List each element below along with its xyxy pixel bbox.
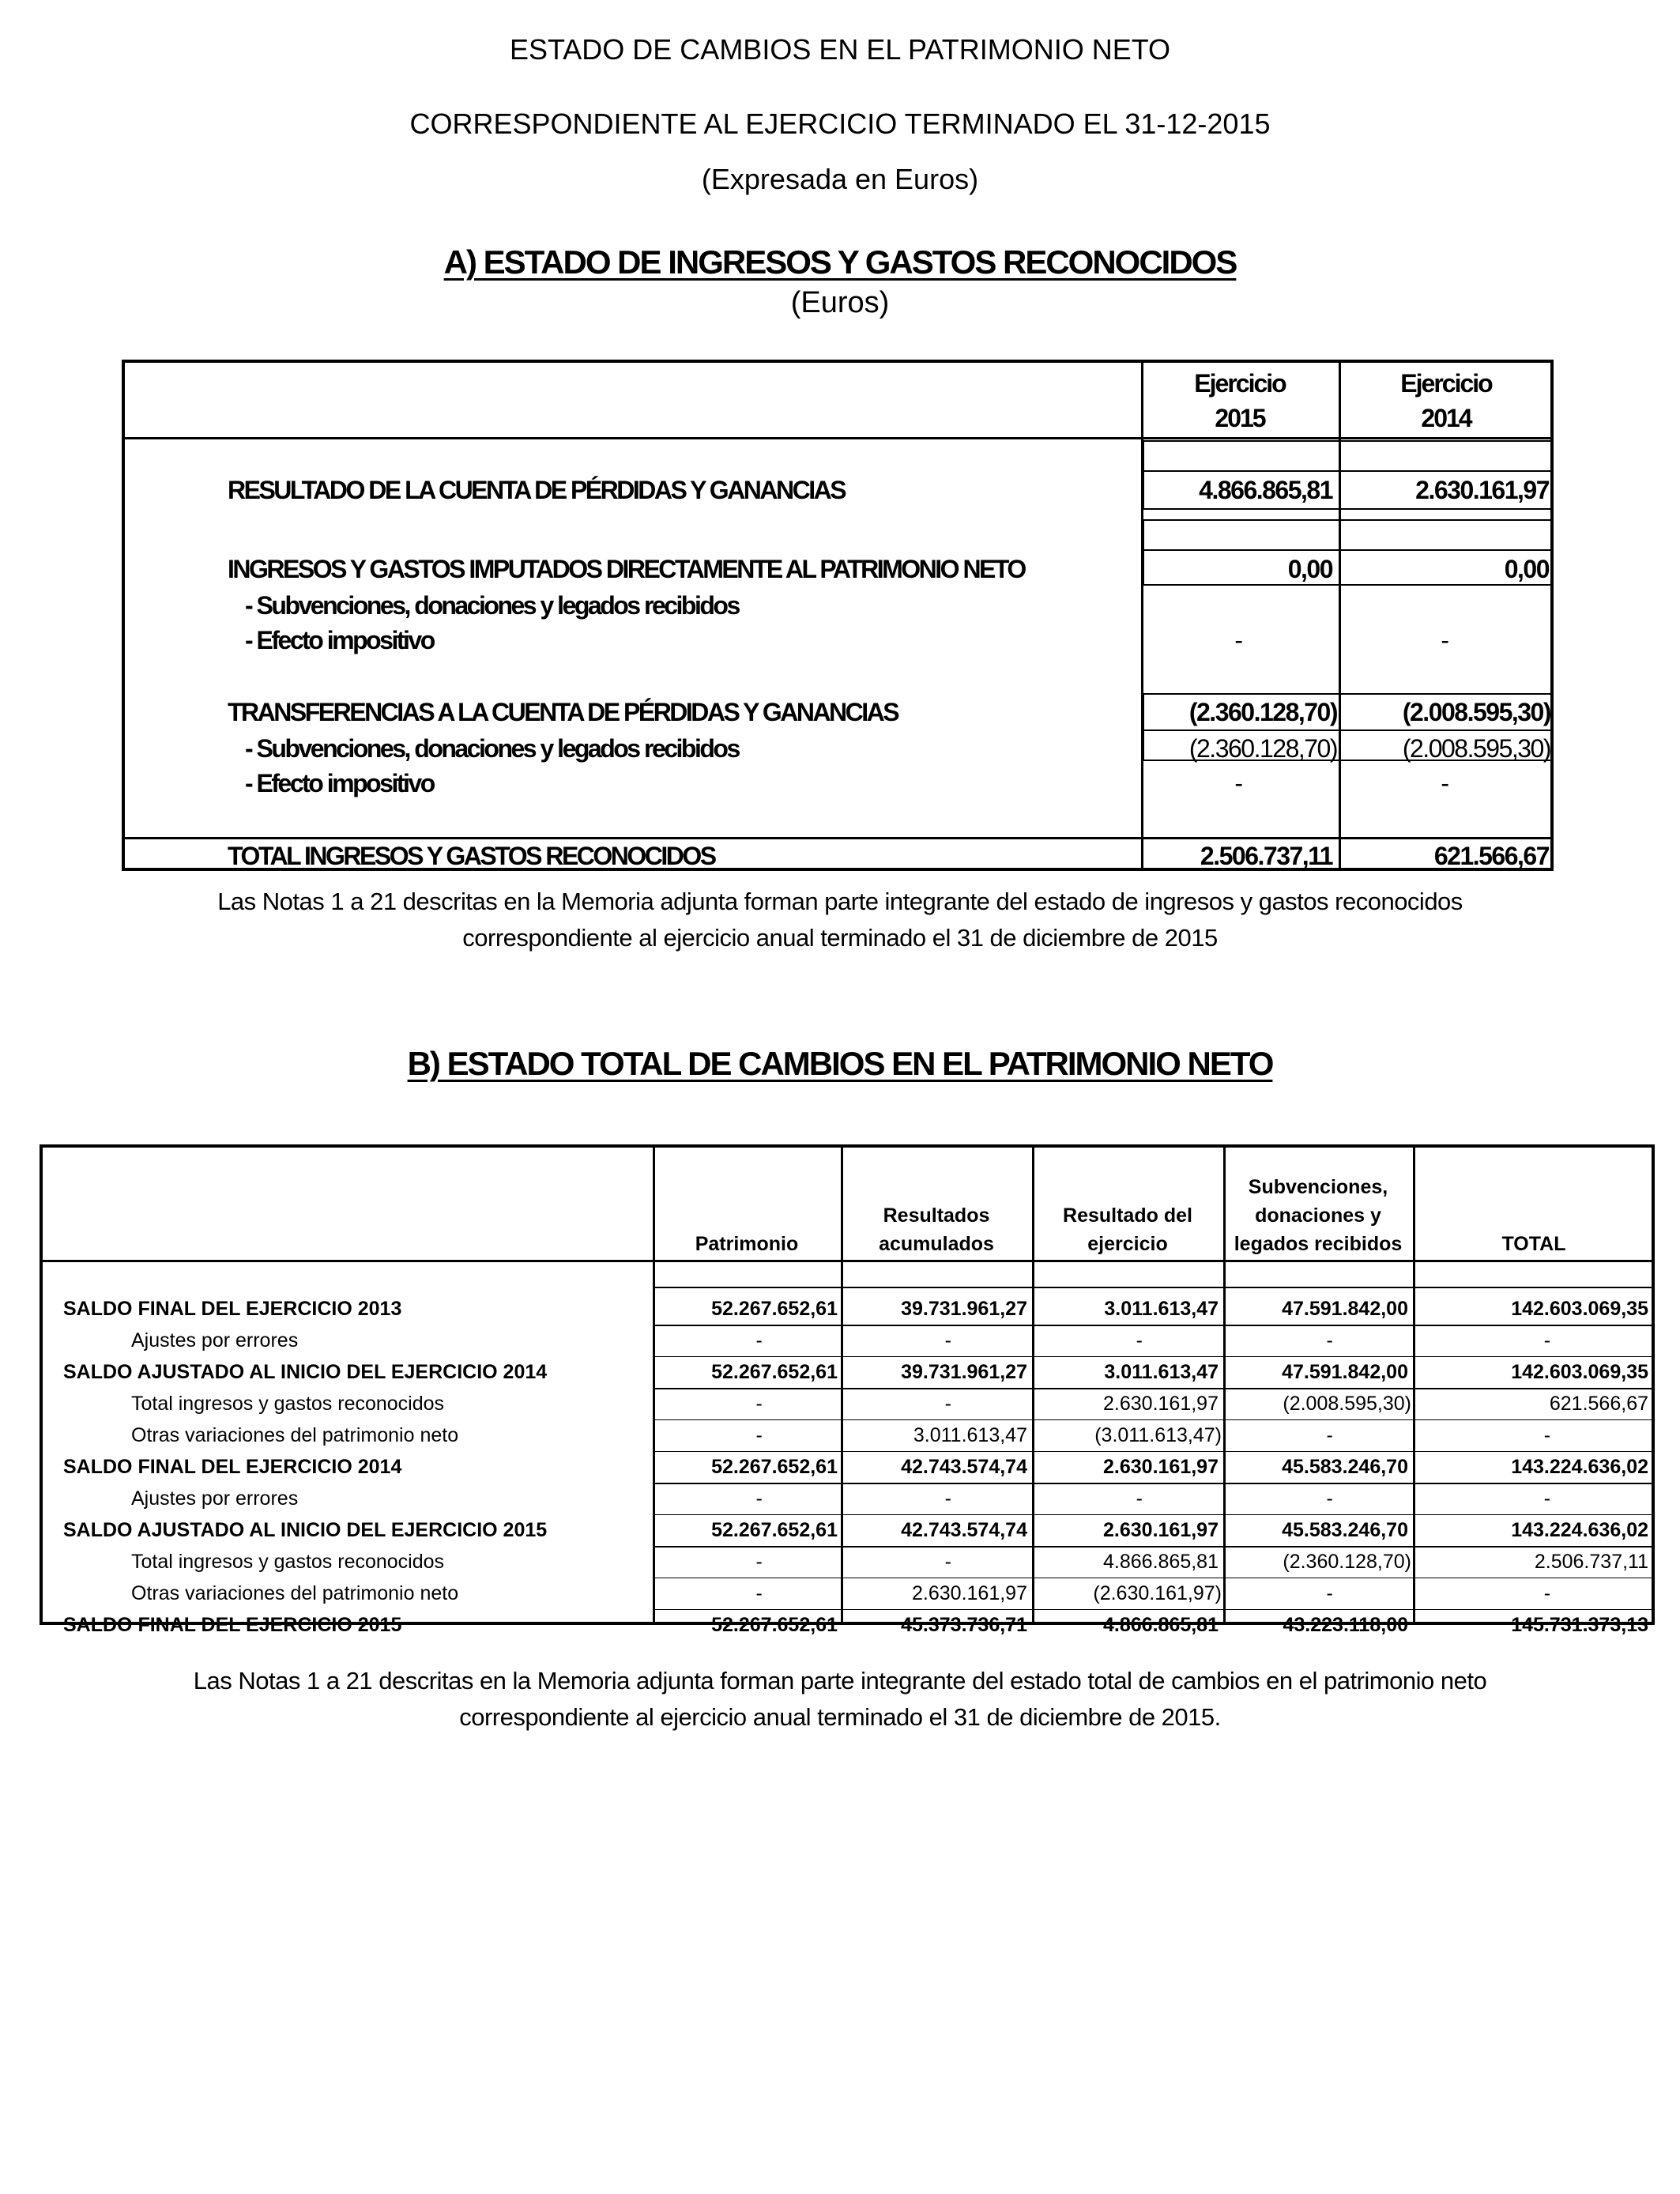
section-a-title: A) ESTADO DE INGRESOS Y GASTOS RECONOCIDOS [443,243,1237,281]
value-2015: 0,00 [1287,555,1332,583]
value-cell: 52.267.652,61 [711,1361,838,1383]
value-cell: (2.008.595,30) [1283,1393,1411,1415]
value-cell: (2.360.128,70) [1283,1551,1411,1573]
value-cell: 143.224.636,02 [1511,1519,1648,1541]
spacer-cell [1143,519,1340,551]
section-a-subtitle: (Euros) [790,286,890,319]
value-2015: 4.866.865,81 [1199,476,1332,504]
value-cell: 42.743.574,74 [901,1456,1027,1478]
value-cell: 39.731.961,27 [901,1298,1027,1320]
value-2015: - [1234,769,1242,797]
value-cell: 142.603.069,35 [1511,1298,1648,1320]
value-cell: 2.630.161,97 [1103,1456,1219,1478]
value-cell: 45.583.246,70 [1282,1456,1408,1478]
value-cell: - [1543,1487,1551,1510]
header-divider [43,1260,1652,1262]
value-cell: 3.011.613,47 [1104,1361,1219,1383]
total-divider [125,837,1550,839]
row-label: Otras variaciones del patrimonio neto [131,1582,459,1604]
value-cell: 47.591.842,00 [1282,1361,1408,1383]
row-label: Otras variaciones del patrimonio neto [131,1424,459,1446]
value-cell: (3.011.613,47) [1094,1424,1222,1446]
value-cell: - [1326,1487,1333,1510]
value-cell: - [944,1551,951,1573]
value-cell: 2.506.737,11 [1534,1551,1648,1573]
row-divider [654,1483,1652,1484]
equity-changes-table [40,1144,1655,1636]
value-cell: - [1136,1487,1143,1510]
value-cell: 621.566,67 [1549,1393,1648,1415]
income-expense-table [122,360,1554,871]
row-label-total: TOTAL INGRESOS Y GASTOS RECONOCIDOS [228,842,715,870]
value-2015: 2.506.737,11 [1200,842,1332,870]
value-cell: 39.731.961,27 [901,1361,1027,1383]
header-divider [125,437,1550,439]
column-header-total: TOTAL [1501,1233,1566,1255]
value-cell: 52.267.652,61 [711,1298,838,1320]
row-label-efecto-impositivo: - Efecto impositivo [245,626,434,654]
row-label-efecto-impositivo: - Efecto impositivo [245,769,434,797]
value-cell: 47.591.842,00 [1282,1298,1408,1320]
value-cell: 45.373.736,71 [901,1614,1027,1636]
value-cell: - [1543,1329,1551,1351]
row-divider [654,1325,1652,1326]
value-2015: - [1234,626,1242,654]
row-label: SALDO FINAL DEL EJERCICIO 2014 [63,1456,402,1478]
value-2014: 621.566,67 [1433,842,1549,870]
row-label: SALDO FINAL DEL EJERCICIO 2015 [63,1614,402,1636]
value-cell: 43.223.118,00 [1283,1614,1408,1636]
value-cell: - [755,1424,763,1446]
column-header-subvenciones: Subvenciones, donaciones y legados recibidos [1234,1176,1403,1255]
row-label-resultado: RESULTADO DE LA CUENTA DE PÉRDIDAS Y GANANCIAS [228,476,846,504]
row-label: Total ingresos y gastos reconocidos [131,1393,445,1415]
column-header-2015: Ejercicio 2015 [1194,369,1286,432]
row-label: Total ingresos y gastos reconocidos [131,1551,445,1573]
value-cell: - [1136,1329,1143,1351]
value-cell: - [755,1329,763,1351]
value-cell: 42.743.574,74 [901,1519,1027,1541]
value-2015: (2.360.128,70) [1188,698,1337,726]
value-cell: - [1543,1582,1551,1604]
value-cell: 45.583.246,70 [1282,1519,1408,1541]
value-cell: - [1543,1424,1551,1446]
value-cell: 52.267.652,61 [711,1456,838,1478]
section-b-note: Las Notas 1 a 21 descritas en la Memoria adjunta forman parte integrante del estado total de cambios en el patrimonio neto correspondiente al ejercicio anual terminado el 31 de diciembre de 2015. [193,1667,1487,1731]
row-label: SALDO FINAL DEL EJERCICIO 2013 [63,1298,402,1320]
row-label: SALDO AJUSTADO AL INICIO DEL EJERCICIO 2014 [63,1361,548,1383]
column-header-2014: Ejercicio 2014 [1400,369,1492,432]
row-label: Ajustes por errores [131,1487,299,1510]
value-cell: 143.224.636,02 [1511,1456,1648,1478]
value-cell: - [1326,1582,1333,1604]
value-cell: 52.267.652,61 [711,1519,838,1541]
value-cell: 52.267.652,61 [711,1614,838,1636]
value-cell: 145.731.373,13 [1511,1614,1648,1636]
value-cell: (2.630.161,97) [1093,1582,1222,1604]
value-2015: (2.360.128,70) [1188,734,1337,763]
column-header-resultados-acumulados: Resultados acumulados [879,1204,994,1255]
value-cell: 142.603.069,35 [1511,1361,1648,1383]
spacer-cell [1339,519,1554,551]
value-cell: - [1326,1424,1333,1446]
value-cell: 2.630.161,97 [1103,1519,1219,1541]
document-subtitle: CORRESPONDIENTE AL EJERCICIO TERMINADO EL 31-12-2015 [409,107,1271,140]
value-cell: - [755,1582,763,1604]
row-label-subvenciones: - Subvenciones, donaciones y legados recibidos [245,591,739,620]
value-cell: 4.866.865,81 [1103,1614,1219,1636]
value-cell: - [755,1487,763,1510]
currency-note: (Expresada en Euros) [701,163,979,195]
value-cell: - [1326,1329,1333,1351]
value-2014: (2.008.595,30) [1402,734,1550,763]
value-cell: - [755,1551,763,1573]
spacer-cell [1339,440,1554,472]
value-cell: 2.630.161,97 [1103,1393,1219,1415]
value-cell: - [944,1393,951,1415]
value-cell: - [944,1329,951,1351]
spacer-cell [1143,440,1340,472]
row-label-subvenciones: - Subvenciones, donaciones y legados recibidos [245,734,739,763]
row-label: Ajustes por errores [131,1329,299,1351]
value-2014: - [1441,769,1448,797]
row-divider [654,1287,1652,1288]
value-cell: 2.630.161,97 [912,1582,1027,1604]
value-2014: 0,00 [1504,555,1549,583]
row-label-transferencias: TRANSFERENCIAS A LA CUENTA DE PÉRDIDAS Y GANANCIAS [228,698,898,726]
section-a-note: Las Notas 1 a 21 descritas en la Memoria adjunta forman parte integrante del estado de ingresos y gastos reconocidos correspondiente al ejercicio anual terminado el 31 de diciembre de 2015 [217,888,1463,952]
value-cell: 3.011.613,47 [1104,1298,1219,1320]
value-cell: 4.866.865,81 [1103,1551,1219,1573]
value-cell: - [944,1487,951,1510]
value-2014: (2.008.595,30) [1402,698,1550,726]
row-label: SALDO AJUSTADO AL INICIO DEL EJERCICIO 2015 [63,1519,548,1541]
section-b-title: B) ESTADO TOTAL DE CAMBIOS EN EL PATRIMONIO NETO [407,1045,1273,1082]
value-2014: - [1441,626,1448,654]
value-cell: - [755,1393,763,1415]
value-cell: 3.011.613,47 [913,1424,1027,1446]
column-header-resultado-ejercicio: Resultado del ejercicio [1063,1204,1192,1255]
document-title: ESTADO DE CAMBIOS EN EL PATRIMONIO NETO [509,33,1171,66]
row-label-ingresos-imputados: INGRESOS Y GASTOS IMPUTADOS DIRECTAMENTE AL PATRIMONIO NETO [228,555,1025,583]
value-2014: 2.630.161,97 [1415,476,1549,504]
column-header-patrimonio: Patrimonio [695,1233,799,1255]
